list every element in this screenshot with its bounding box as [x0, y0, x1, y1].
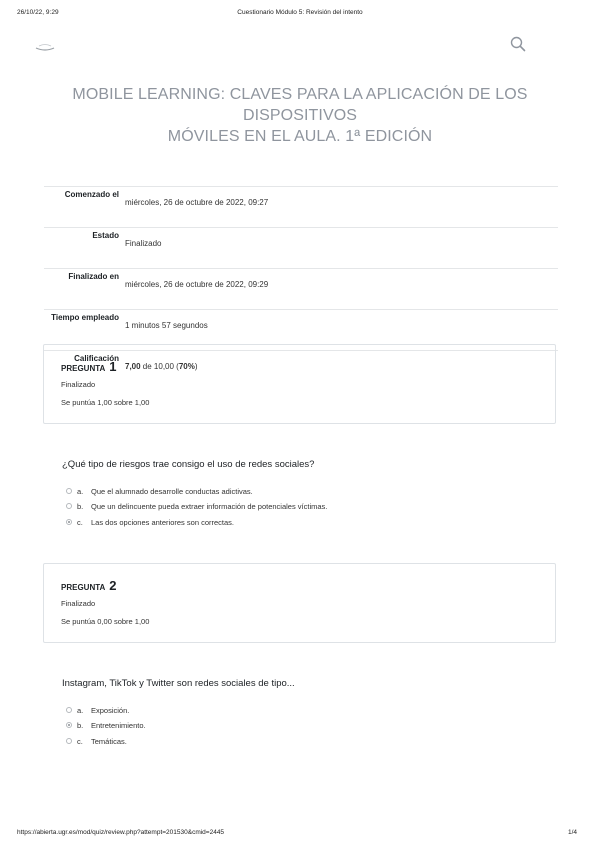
option-text: Entretenimiento. — [91, 721, 146, 730]
question-label: PREGUNTA — [61, 583, 106, 592]
question-text: Instagram, TikTok y Twitter son redes sociales de tipo... — [62, 678, 295, 689]
question-state: Finalizado — [61, 380, 96, 389]
radio-button-selected[interactable] — [66, 519, 72, 525]
option-letter: b. — [77, 721, 84, 730]
answer-option[interactable] — [66, 500, 327, 514]
question-info-box — [43, 344, 556, 424]
summary-row-state — [44, 228, 558, 269]
radio-button[interactable] — [66, 503, 72, 509]
option-letter: b. — [77, 502, 84, 511]
summary-value: miércoles, 26 de octubre de 2022, 09:27 — [125, 187, 558, 228]
question-info-box — [43, 563, 556, 643]
question-state: Finalizado — [61, 599, 96, 608]
option-text: Exposición. — [91, 706, 130, 715]
summary-value: Finalizado — [125, 228, 558, 269]
question-number: 1 — [109, 359, 117, 374]
summary-row-finished — [44, 269, 558, 310]
question-number: 2 — [109, 578, 117, 593]
summary-value: miércoles, 26 de octubre de 2022, 09:29 — [125, 269, 558, 310]
university-logo-icon[interactable] — [34, 40, 56, 52]
grade-close: ) — [194, 362, 198, 371]
summary-label: Finalizado en — [44, 269, 125, 310]
summary-label: Tiempo empleado — [44, 310, 125, 351]
course-title — [40, 84, 560, 147]
option-text: Las dos opciones anteriores son correctas. — [91, 518, 234, 527]
summary-value: 1 minutos 57 segundos — [125, 310, 558, 351]
answer-option[interactable] — [66, 485, 253, 499]
option-letter: a. — [77, 487, 84, 496]
print-url: https://abierta.ugr.es/mod/quiz/review.php?attempt=201530&cmid=2445 — [17, 829, 225, 836]
grade-middle: de 10,00 ( — [140, 362, 179, 371]
radio-button[interactable] — [66, 488, 72, 494]
summary-label: Estado — [44, 228, 125, 269]
option-text: Que el alumnado desarrolle conductas adictivas. — [91, 487, 253, 496]
course-title-line2: MÓVILES EN EL AULA. 1ª EDICIÓN — [167, 128, 433, 145]
radio-button[interactable] — [66, 707, 72, 713]
answer-option[interactable] — [66, 704, 129, 718]
answer-option[interactable] — [66, 719, 146, 733]
summary-row-started — [44, 187, 558, 228]
course-title-line1: MOBILE LEARNING: CLAVES PARA LA APLICACIÓN DE LOS DISPOSITIVOS — [72, 86, 528, 124]
print-doc-title: Cuestionario Módulo 5: Revisión del intento — [237, 9, 363, 16]
answer-option[interactable] — [66, 735, 127, 749]
summary-label: Calificación — [44, 351, 125, 392]
grade-score: 7,00 — [125, 362, 141, 371]
question-heading — [61, 578, 117, 593]
option-letter: c. — [77, 518, 83, 527]
radio-button[interactable] — [66, 738, 72, 744]
grade-percent: 70% — [178, 362, 195, 371]
option-letter: c. — [77, 737, 83, 746]
question-grade: Se puntúa 0,00 sobre 1,00 — [61, 617, 150, 626]
question-text: ¿Qué tipo de riesgos trae consigo el uso de redes sociales? — [62, 459, 315, 470]
summary-label: Comenzado el — [44, 187, 125, 228]
radio-button-selected[interactable] — [66, 722, 72, 728]
option-text: Temáticas. — [91, 737, 127, 746]
option-text: Que un delincuente pueda extraer información de potenciales víctimas. — [91, 502, 328, 511]
question-heading — [61, 359, 117, 374]
question-grade: Se puntúa 1,00 sobre 1,00 — [61, 398, 150, 407]
print-datetime: 26/10/22, 9:29 — [17, 9, 59, 16]
question-label: PREGUNTA — [61, 364, 106, 373]
search-icon[interactable] — [510, 36, 526, 52]
print-page-number: 1/4 — [568, 829, 578, 836]
answer-option[interactable] — [66, 516, 234, 530]
option-letter: a. — [77, 706, 84, 715]
